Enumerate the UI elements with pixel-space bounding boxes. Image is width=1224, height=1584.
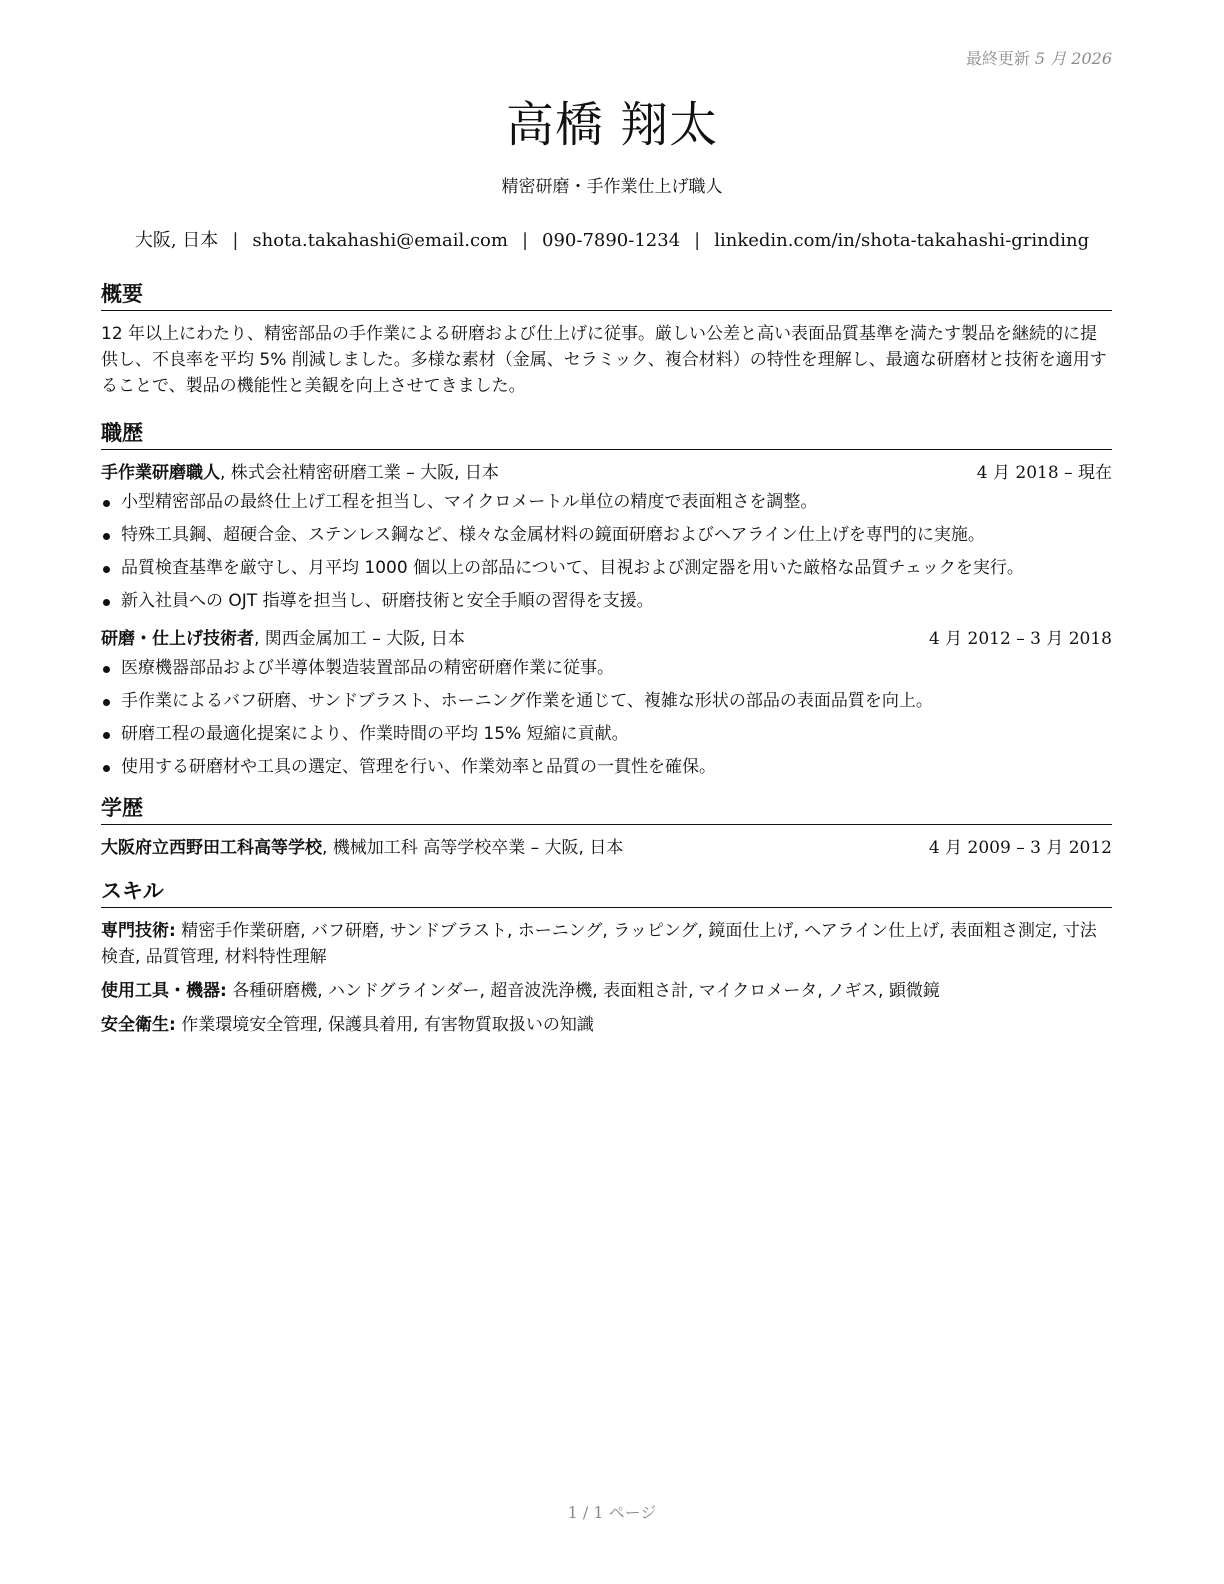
job-company: , 株式会社精密研磨工業 – 大阪, 日本 xyxy=(220,463,499,483)
job-bullet: 新入社員への OJT 指導を担当し、研磨技術と安全手順の習得を支援。 xyxy=(101,589,1112,614)
resume-content xyxy=(101,278,1112,1046)
job-bullet: 手作業によるバフ研磨、サンドブラスト、ホーニング作業を通じて、複雑な形状の部品の表面品質を向上。 xyxy=(101,689,1112,714)
skill-line xyxy=(101,1012,1112,1038)
job-company: , 関西金属加工 – 大阪, 日本 xyxy=(254,629,465,649)
job-header xyxy=(101,626,1112,652)
skill-value: 各種研磨機, ハンドグラインダー, 超音波洗浄機, 表面粗さ計, マイクロメータ, ノギス, 顕微鏡 xyxy=(226,981,940,1001)
job-bullet: 使用する研磨材や工具の選定、管理を行い、作業効率と品質の一貫性を確保。 xyxy=(101,755,1112,780)
page-number: 1 / 1 ページ xyxy=(567,1503,657,1522)
contact-phone: 090-7890-1234 xyxy=(542,230,681,251)
summary-heading: 概要 xyxy=(101,278,1112,311)
job-role: 研磨・仕上げ技術者 xyxy=(101,629,254,649)
experience-heading: 職歴 xyxy=(101,417,1112,450)
last-updated xyxy=(966,46,1112,69)
summary-text: 12 年以上にわたり、精密部品の手作業による研磨および仕上げに従事。厳しい公差と高い表面品質基準を満たす製品を継続的に提供し、不良率を平均 5% 削減しました。多様な素材（金属、セラミック、複合材料）の特性を理解し、最適な研磨材と技術を適用することで、製品の機能性と美観を向上させてきました。 xyxy=(101,324,1107,396)
job-title-line xyxy=(101,460,499,486)
skills-heading: スキル xyxy=(101,875,1112,908)
job-dates: 4 月 2012 – 3 月 2018 xyxy=(928,629,1112,649)
contact-email[interactable]: shota.takahashi@email.com xyxy=(252,230,508,251)
job-title-line xyxy=(101,626,465,652)
contact-separator: | xyxy=(521,230,529,251)
job-bullet: 小型精密部品の最終仕上げ工程を担当し、マイクロメートル単位の精度で表面粗さを調整。 xyxy=(101,490,1112,515)
skill-line xyxy=(101,918,1112,970)
skill-value: 作業環境安全管理, 保護具着用, 有害物質取扱いの知識 xyxy=(175,1015,594,1035)
education-dates: 4 月 2009 – 3 月 2012 xyxy=(928,838,1112,858)
last-updated-label: 最終更新 xyxy=(965,49,1030,68)
contact-separator: | xyxy=(232,230,239,251)
contact-linkedin[interactable]: linkedin.com/in/shota-takahashi-grinding xyxy=(714,230,1090,251)
job-bullets xyxy=(101,490,1112,614)
education-title-line xyxy=(101,835,623,861)
skill-label: 専門技術: xyxy=(101,921,176,941)
job-header xyxy=(101,460,1112,486)
job-bullet: 特殊工具鋼、超硬合金、ステンレス鋼など、様々な金属材料の鏡面研磨およびヘアライン仕上げを専門的に実施。 xyxy=(101,523,1112,548)
education-entry xyxy=(101,835,1112,861)
candidate-name: 高橋 翔太 xyxy=(505,97,719,153)
contact-separator: | xyxy=(694,230,701,251)
skill-value: 精密手作業研磨, バフ研磨, サンドブラスト, ホーニング, ラッピング, 鏡面仕上げ, ヘアライン仕上げ, 表面粗さ測定, 寸法検査, 品質管理, 材料特性理解 xyxy=(101,921,1097,967)
contact-location: 大阪, 日本 xyxy=(134,230,219,251)
job-entry xyxy=(101,626,1112,780)
education-detail: , 機械加工科 高等学校卒業 – 大阪, 日本 xyxy=(322,838,624,858)
skill-label: 使用工具・機器: xyxy=(101,981,227,1001)
job-entry xyxy=(101,460,1112,614)
job-bullet: 研磨工程の最適化提案により、作業時間の平均 15% 短縮に貢献。 xyxy=(101,722,1112,747)
education-heading: 学歴 xyxy=(101,792,1112,825)
skill-line xyxy=(101,978,1112,1004)
job-bullet: 品質検査基準を厳守し、月平均 1000 個以上の部品について、目視および測定器を用いた厳格な品質チェックを実行。 xyxy=(101,556,1112,581)
last-updated-date: 5 月 2026 xyxy=(1034,49,1112,68)
job-role: 手作業研磨職人 xyxy=(101,463,220,483)
skill-label: 安全衛生: xyxy=(101,1015,176,1035)
candidate-headline: 精密研磨・手作業仕上げ職人 xyxy=(501,177,723,197)
job-dates: 4 月 2018 – 現在 xyxy=(976,463,1112,483)
job-bullet: 医療機器部品および半導体製造装置部品の精密研磨作業に従事。 xyxy=(101,656,1112,681)
job-bullets xyxy=(101,656,1112,780)
contact-line xyxy=(0,226,1224,252)
education-school: 大阪府立西野田工科高等学校 xyxy=(101,838,322,858)
